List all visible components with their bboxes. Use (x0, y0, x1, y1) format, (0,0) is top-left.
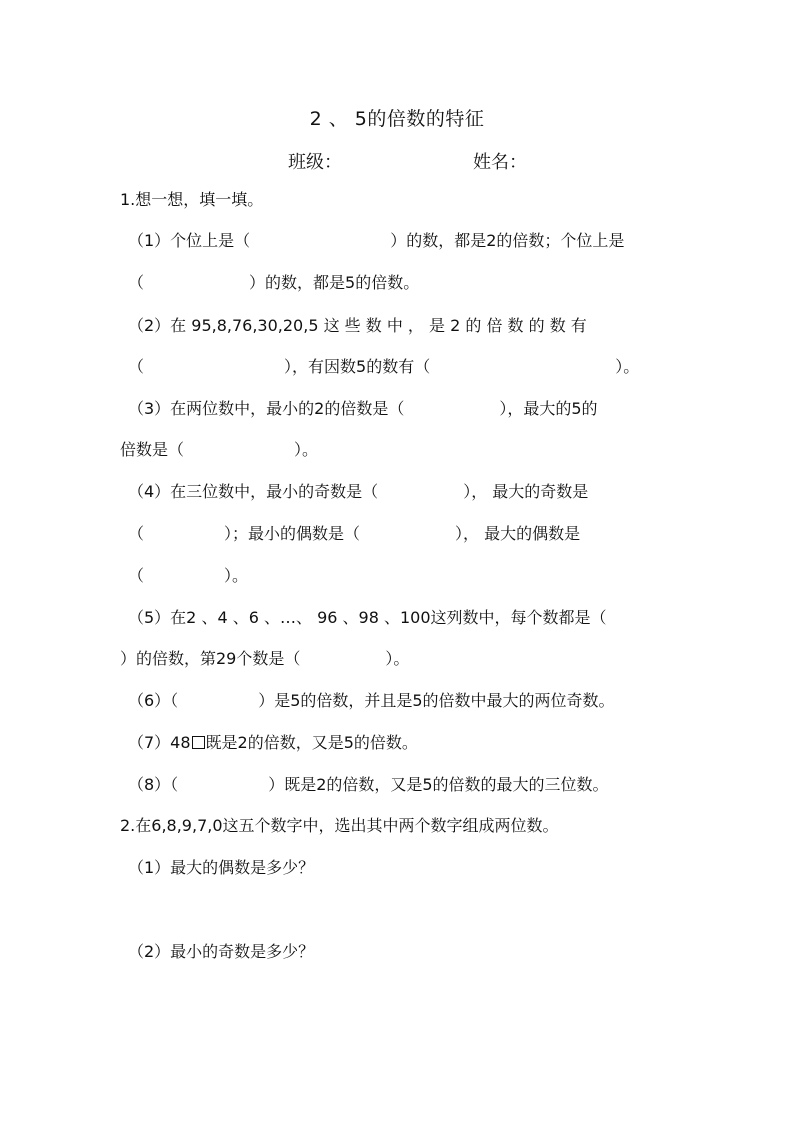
q2-text-a: （2）在 95,8,76,30,20,5 这 些 数 中 ， 是 2 的 倍 数 的 数 有 (128, 316, 587, 335)
q1-text-d: ）的数，都是5的倍数。 (249, 273, 420, 292)
question-2-line-1 (128, 316, 587, 336)
q6-text-b: ）是5的倍数，并且是5的倍数中最大的两位奇数。 (258, 691, 615, 710)
q3-text-d: ）。 (294, 440, 319, 459)
q5-text-c: ）。 (385, 649, 410, 668)
q3-text-b: ），最大的5的 (499, 399, 598, 418)
class-label: 班级： (288, 152, 342, 173)
section2-heading: 2.在6,8,9,7,0这五个数字中，选出其中两个数字组成两位数。 (120, 816, 559, 835)
q6-text-a: （6）（ (128, 691, 179, 710)
q3-text-a: （3）在两位数中，最小的2的倍数是（ (128, 399, 405, 418)
section1-heading: 1.想一想，填一填。 (120, 190, 264, 209)
q8-text-b: ）既是2的倍数，又是5的倍数的最大的三位数。 (268, 775, 609, 794)
question-4-line-1 (128, 482, 588, 502)
answer-blank[interactable] (144, 538, 224, 539)
question-3-line-2 (120, 440, 318, 460)
answer-blank[interactable] (144, 580, 224, 581)
answer-blank[interactable] (360, 538, 455, 539)
answer-box[interactable] (192, 736, 205, 749)
question-7-line (128, 733, 418, 753)
section2-question-1: （1）最大的偶数是多少？ (128, 858, 315, 877)
q5-text-a: （5）在2 、4 、6 、…、 96 、98 、100这列数中，每个数都是（ (128, 608, 607, 627)
q1-text-a: （1）个位上是（ (128, 231, 251, 250)
answer-blank[interactable] (378, 496, 463, 497)
q4-text-g: ）。 (224, 566, 249, 585)
q7-text-b: 既是2的倍数，又是5的倍数。 (205, 733, 418, 752)
question-5-line-1 (128, 608, 607, 628)
question-3-line-1 (128, 399, 598, 419)
answer-blank[interactable] (178, 705, 258, 706)
question-1-line-2 (128, 273, 419, 293)
q3-text-c: 倍数是（ (120, 440, 185, 459)
answer-blank[interactable] (404, 413, 499, 414)
answer-blank[interactable] (178, 789, 268, 790)
section2-question-2: （2）最小的奇数是多少？ (128, 942, 315, 961)
q8-text-a: （8）（ (128, 775, 179, 794)
q1-text-c: （ (128, 273, 145, 292)
q4-text-f: （ (128, 566, 145, 585)
answer-blank[interactable] (144, 287, 249, 288)
question-8-line (128, 775, 609, 795)
q7-text-a: （7）48 (128, 733, 191, 752)
q2-text-d: ）。 (615, 357, 640, 376)
answer-blank[interactable] (430, 371, 615, 372)
question-6-line (128, 691, 615, 711)
q5-text-b: ）的倍数，第29个数是（ (120, 649, 301, 668)
question-5-line-2 (120, 649, 409, 669)
name-label: 姓名： (473, 152, 527, 173)
question-4-line-3 (128, 566, 248, 586)
question-4-line-2 (128, 524, 580, 544)
q2-text-c: ），有因数5的数有（ (284, 357, 431, 376)
q2-text-b: （ (128, 357, 145, 376)
page-title: 2 、 5的倍数的特征 (309, 108, 485, 130)
q4-text-b: ）， 最大的奇数是 (463, 482, 589, 501)
q4-text-e: ）， 最大的偶数是 (455, 524, 581, 543)
q4-text-c: （ (128, 524, 145, 543)
question-1-line-1 (128, 231, 624, 251)
question-2-line-2 (128, 357, 639, 377)
answer-blank[interactable] (300, 663, 385, 664)
q4-text-d: ）；最小的偶数是（ (224, 524, 361, 543)
q1-text-b: ）的数，都是2的倍数；个位上是 (390, 231, 625, 250)
answer-blank[interactable] (144, 371, 284, 372)
q4-text-a: （4）在三位数中，最小的奇数是（ (128, 482, 379, 501)
answer-blank[interactable] (184, 454, 294, 455)
answer-blank[interactable] (250, 245, 390, 246)
